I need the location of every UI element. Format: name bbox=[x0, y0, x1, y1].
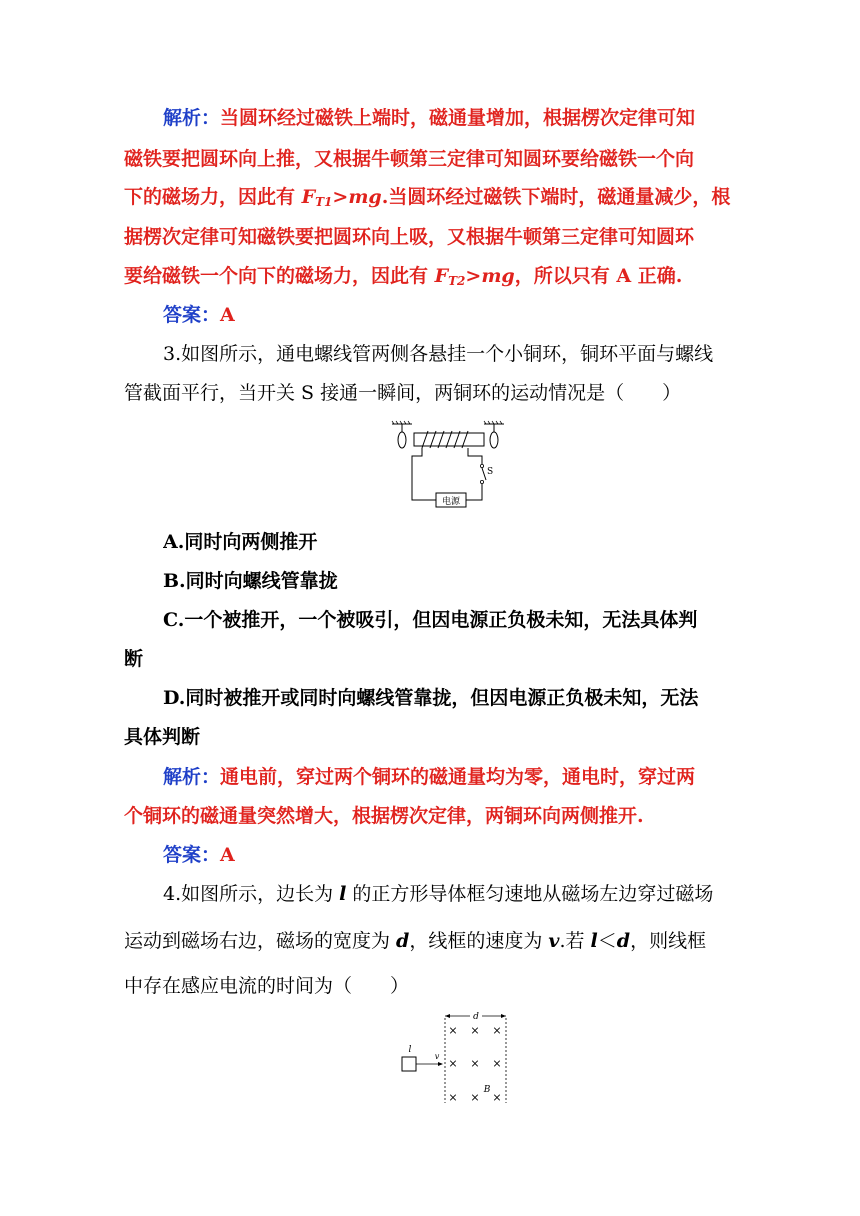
option-c-continued: 断 bbox=[124, 648, 144, 670]
variable-v: v bbox=[548, 930, 560, 952]
analysis-text: 当圆环经过磁铁上端时，磁通量增加，根据楞次定律可知 bbox=[220, 107, 696, 129]
text-span: 下的磁场力，因此有 bbox=[124, 186, 302, 208]
answer-2 bbox=[163, 841, 744, 869]
velocity-label-v: v bbox=[434, 1052, 440, 1061]
answer-label: 答案： bbox=[163, 844, 221, 866]
text-span: 运动到磁场右边，磁场的宽度为 bbox=[124, 930, 397, 952]
field-label-b: B bbox=[483, 1085, 491, 1095]
option-b: B.同时向螺线管靠拢 bbox=[163, 570, 338, 592]
switch-blade bbox=[482, 468, 486, 480]
field-cross: × bbox=[448, 1024, 458, 1037]
force-symbol: F bbox=[301, 186, 316, 208]
width-arrow-left bbox=[445, 1014, 450, 1018]
variable-d: d bbox=[396, 930, 410, 952]
square-frame bbox=[402, 1057, 416, 1071]
switch-contact-top bbox=[480, 464, 483, 467]
text-span: ，则线框 bbox=[630, 930, 707, 952]
answer-label: 答案： bbox=[163, 304, 221, 326]
magnetic-field-figure bbox=[396, 1010, 511, 1105]
field-cross: × bbox=[448, 1091, 458, 1104]
inequality: >mg bbox=[332, 186, 382, 208]
solenoid-coil bbox=[422, 431, 468, 448]
field-cross: × bbox=[492, 1024, 502, 1037]
question-3-line-2: 管截面平行，当开关 S 接通一瞬间，两铜环的运动情况是（ ） bbox=[124, 382, 682, 404]
width-arrow-right bbox=[501, 1014, 506, 1018]
analysis-1-line-5 bbox=[124, 262, 744, 295]
variable-l: l bbox=[590, 930, 598, 952]
option-a: A.同时向两侧推开 bbox=[163, 531, 318, 553]
variable-l: l bbox=[339, 883, 347, 905]
inequality: >mg bbox=[465, 265, 515, 287]
analysis-1-line-4: 据楞次定律可知磁铁要把圆环向上吸，又根据牛顿第三定律可知圆环 bbox=[124, 226, 695, 248]
analysis-1-line-2: 磁铁要把圆环向上推，又根据牛顿第三定律可知圆环要给磁铁一个向 bbox=[124, 148, 695, 170]
field-cross: × bbox=[492, 1091, 502, 1104]
analysis-label: 解析： bbox=[163, 766, 221, 788]
text-span: .当圆环经过磁铁下端时，磁通量减少，根 bbox=[381, 186, 731, 208]
question-4-line-3: 中存在感应电流的时间为（ ） bbox=[124, 975, 410, 997]
question-4-line-2 bbox=[124, 927, 744, 955]
text-span: 的正方形导体框匀速地从磁场左边穿过磁场 bbox=[346, 883, 714, 905]
circuit-wire-right-top bbox=[468, 448, 482, 464]
answer-1 bbox=[163, 301, 744, 329]
field-cross: × bbox=[470, 1091, 480, 1104]
less-than: ＜ bbox=[597, 930, 617, 952]
field-cross: × bbox=[470, 1024, 480, 1037]
answer-value: A bbox=[220, 844, 235, 866]
text-span: 4.如图所示，边长为 bbox=[163, 883, 340, 905]
analysis-text: 通电前，穿过两个铜环的磁通量均为零，通电时，穿过两 bbox=[220, 766, 696, 788]
velocity-arrowhead bbox=[438, 1062, 443, 1066]
magnetic-field-crosses bbox=[448, 1024, 501, 1104]
field-cross: × bbox=[492, 1057, 502, 1070]
analysis-2-line-1 bbox=[163, 763, 744, 791]
right-copper-ring bbox=[490, 432, 498, 448]
force-subscript: T1 bbox=[315, 195, 333, 209]
question-3-line-1: 3.如图所示，通电螺线管两侧各悬挂一个小铜环，铜环平面与螺线 bbox=[163, 343, 714, 365]
variable-d: d bbox=[616, 930, 631, 952]
switch-contact-bottom bbox=[480, 480, 483, 483]
power-source-label: 电源 bbox=[441, 497, 461, 507]
field-cross: × bbox=[448, 1057, 458, 1070]
side-label-l: l bbox=[408, 1045, 412, 1055]
analysis-label: 解析： bbox=[163, 107, 221, 129]
option-d: D.同时被推开或同时向螺线管靠拢，但因电源正负极未知，无法 bbox=[163, 687, 699, 709]
analysis-2-line-2: 个铜环的磁通量突然增大，根据楞次定律，两铜环向两侧推开. bbox=[124, 805, 644, 827]
text-span: 要给磁铁一个向下的磁场力，因此有 bbox=[124, 265, 435, 287]
solenoid-figure bbox=[388, 420, 506, 512]
force-subscript: T2 bbox=[448, 274, 466, 288]
text-span: .若 bbox=[559, 930, 591, 952]
text-span: ，线框的速度为 bbox=[409, 930, 549, 952]
option-d-continued: 具体判断 bbox=[124, 726, 201, 748]
width-label-d: d bbox=[473, 1012, 479, 1022]
analysis-1-line-1 bbox=[163, 104, 744, 132]
field-cross: × bbox=[470, 1057, 480, 1070]
answer-value: A bbox=[220, 304, 235, 326]
circuit-wire-left bbox=[412, 448, 436, 500]
left-copper-ring bbox=[398, 432, 406, 448]
text-span: ，所以只有 A 正确. bbox=[514, 265, 683, 287]
option-c: C.一个被推开，一个被吸引，但因电源正负极未知，无法具体判 bbox=[163, 609, 698, 631]
switch-label: S bbox=[487, 467, 494, 477]
force-symbol: F bbox=[434, 265, 449, 287]
question-4-line-1 bbox=[163, 880, 744, 908]
circuit-wire-right-bottom bbox=[466, 484, 482, 500]
analysis-1-line-3 bbox=[124, 183, 744, 216]
